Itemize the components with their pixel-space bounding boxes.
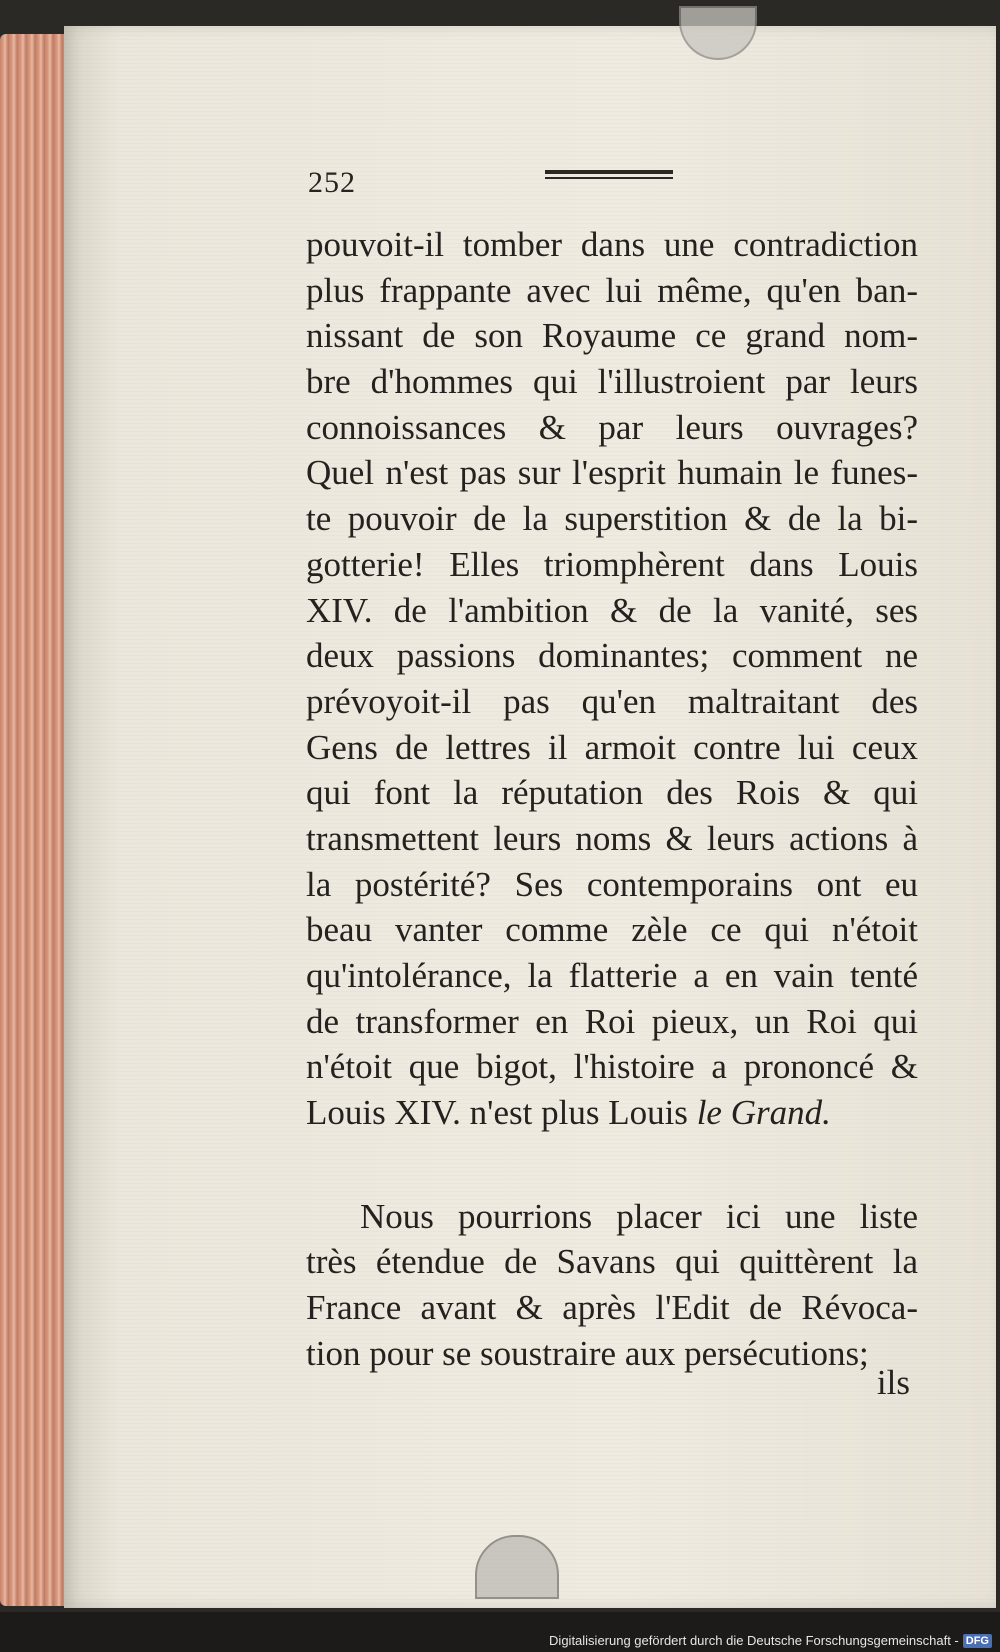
header-ornament — [545, 170, 673, 182]
text-line: beau vanter comme zèle ce qui n'étoit — [306, 910, 918, 950]
page-clip-top — [679, 6, 757, 60]
text-line: gotterie! Elles triomphèrent dans Louis — [306, 544, 918, 584]
text-line: plus frappante avec lui même, qu'en ban- — [306, 270, 918, 310]
text-line: connoissances & par leurs ouvrages? — [306, 407, 918, 447]
page-number: 252 — [308, 166, 356, 199]
text-line: tion pour se soustraire aux persécutions; — [306, 1333, 869, 1373]
italic-epithet: le Grand. — [696, 1093, 831, 1133]
paragraph-1 — [306, 222, 918, 1090]
text-line: deux passions dominantes; comment ne — [306, 636, 918, 676]
text-line: bre d'hommes qui l'illustroient par leurs — [306, 362, 918, 402]
text-line: France avant & après l'Edit de Révoca- — [306, 1288, 918, 1328]
text-line: Quel n'est pas sur l'esprit humain le funes- — [306, 453, 918, 493]
text-line: pouvoit-il tomber dans une contradiction — [306, 225, 918, 264]
text-line: nissant de son Royaume ce grand nom- — [306, 316, 918, 356]
text-line: Gens de lettres il armoit contre lui ceux — [306, 727, 918, 767]
text-line: de transformer en Roi pieux, un Roi qui — [306, 1001, 918, 1041]
text-line: très étendue de Savans qui quittèrent la — [306, 1242, 918, 1282]
paragraph-2 — [306, 1194, 918, 1377]
text-line: la postérité? Ses contemporains ont eu — [306, 864, 918, 904]
text-line: te pouvoir de la superstition & de la bi- — [306, 499, 918, 539]
text-line: transmettent leurs noms & leurs actions à — [306, 818, 918, 858]
text-line-prefix: Louis XIV. n'est plus Louis — [306, 1093, 697, 1133]
text-line — [306, 1090, 918, 1136]
text-line: Nous pourrions placer ici une liste — [360, 1196, 918, 1236]
dfg-logo: DFG — [963, 1634, 992, 1648]
text-line: XIV. de l'ambition & de la vanité, ses — [306, 590, 918, 630]
body-text — [306, 222, 918, 1377]
catchword: ils — [876, 1363, 910, 1402]
text-line: qui font la réputation des Rois & qui — [306, 773, 918, 813]
digitization-footer — [549, 1633, 992, 1648]
text-line: prévoyoit-il pas qu'en maltraitant des — [306, 681, 918, 721]
text-line: qu'intolérance, la flatterie a en vain tenté — [306, 956, 918, 995]
footer-credit: Digitalisierung gefördert durch die Deutsche Forschungsgemeinschaft - — [549, 1633, 959, 1648]
page-edges — [0, 34, 72, 1606]
text-line: n'étoit que bigot, l'histoire a prononcé & — [306, 1047, 918, 1087]
